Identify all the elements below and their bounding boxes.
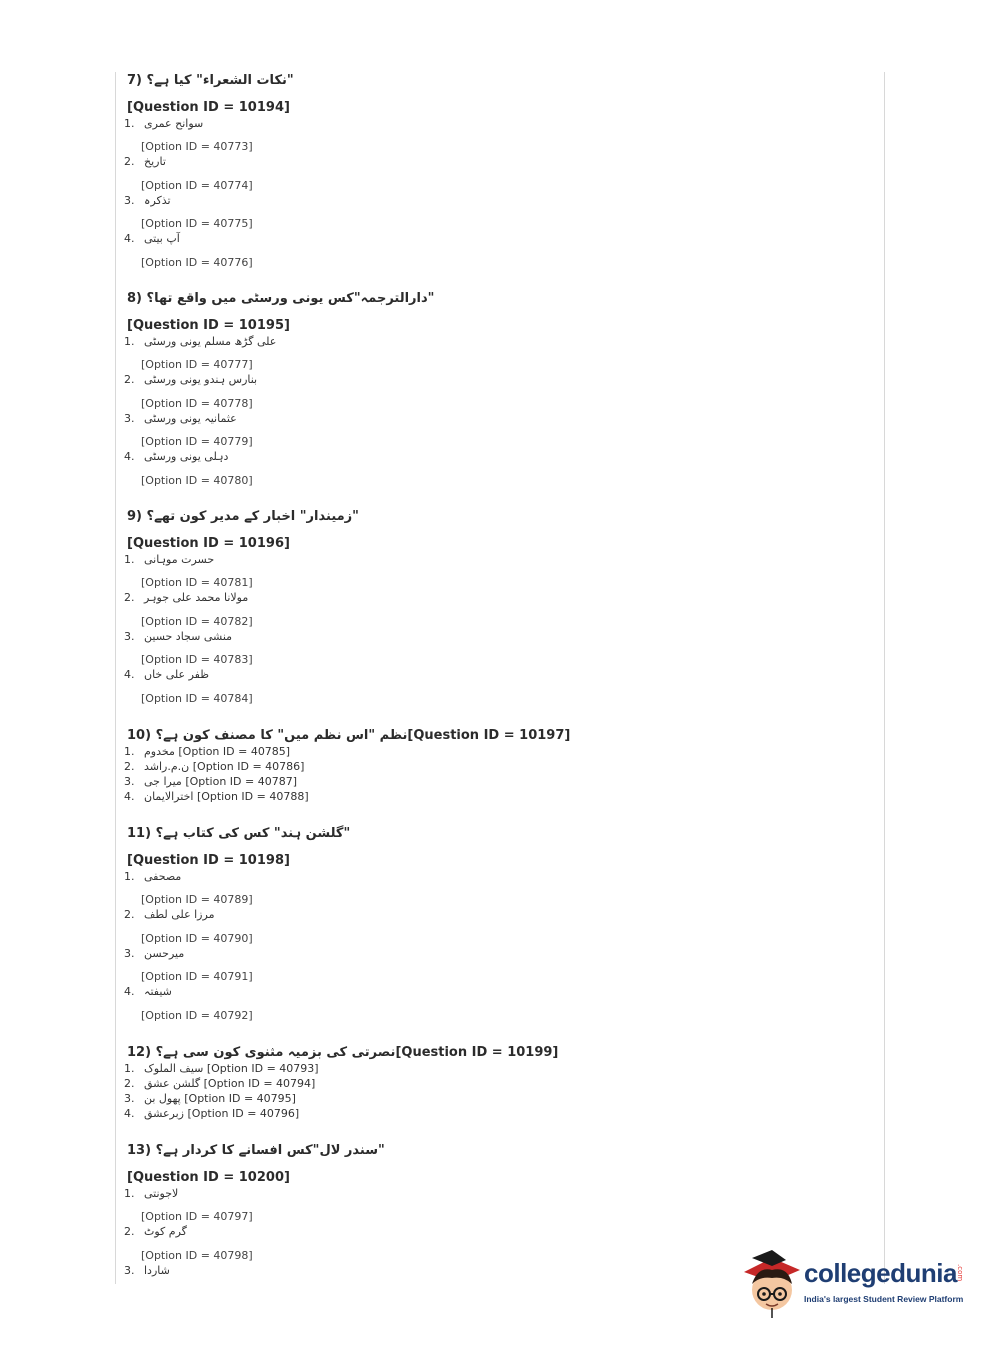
- question-id: [Question ID = 10200]: [127, 1170, 290, 1185]
- option-3: 3. عثمانیہ یونی ورسٹی: [124, 412, 237, 425]
- collegedunia-logo: [742, 1250, 972, 1318]
- brand-suffix: .com: [956, 1264, 964, 1282]
- option-3: 3. منشی سجاد حسین: [124, 630, 233, 643]
- option-id: [Option ID = 40781]: [141, 576, 253, 589]
- option-3: 3. تذکرہ: [124, 194, 171, 207]
- question-title: 8) "دارالترجمہ"کس یونی ورسٹی میں واقع تھا؟: [127, 291, 435, 306]
- option-2: 2. بنارس ہندو یونی ورسٹی: [124, 373, 258, 386]
- option-4: 4. ظفر علی خاں: [124, 668, 209, 681]
- option-2: 2. ن.م.راشد [Option ID = 40786]: [124, 760, 305, 773]
- option-id: [Option ID = 40776]: [141, 256, 253, 269]
- page-border-left: [115, 72, 116, 1284]
- option-4: 4. شیفتہ: [124, 985, 172, 998]
- question-id: [Question ID = 10195]: [127, 318, 290, 333]
- option-id: [Option ID = 40777]: [141, 358, 253, 371]
- option-4: 4. زبرعشق [Option ID = 40796]: [124, 1107, 300, 1120]
- page-border-right: [884, 72, 885, 1284]
- option-id: [Option ID = 40790]: [141, 932, 253, 945]
- option-id: [Option ID = 40797]: [141, 1210, 253, 1223]
- option-3: 3. میرا جی [Option ID = 40787]: [124, 775, 298, 788]
- question-title: 7) "نکات الشعراء" کیا ہے؟: [127, 73, 294, 88]
- option-1: 1. سیف الملوک [Option ID = 40793]: [124, 1062, 319, 1075]
- option-3: 3. میرحسن: [124, 947, 185, 960]
- option-id: [Option ID = 40784]: [141, 692, 253, 705]
- option-id: [Option ID = 40778]: [141, 397, 253, 410]
- question-title: 11) "گلشن ہند" کس کی کتاب ہے؟: [127, 826, 351, 841]
- question-id: [Question ID = 10198]: [127, 853, 290, 868]
- option-1: 1. لاجونتی: [124, 1187, 179, 1200]
- option-1: 1. مصحفی: [124, 870, 182, 883]
- mascot-icon: [742, 1250, 802, 1318]
- option-2: 2. مولانا محمد علی جوہر: [124, 591, 249, 604]
- option-2: 2. گلشن عشق [Option ID = 40794]: [124, 1077, 316, 1090]
- question-title: 13) "سندر لال"کس افسانے کا کردار ہے؟: [127, 1143, 385, 1158]
- question-id: [Question ID = 10196]: [127, 536, 290, 551]
- brand-tagline: India's largest Student Review Platform: [804, 1294, 964, 1304]
- option-id: [Option ID = 40774]: [141, 179, 253, 192]
- option-id: [Option ID = 40791]: [141, 970, 253, 983]
- option-3: 3. شاردا: [124, 1264, 170, 1277]
- option-4: 4. اخترالایمان [Option ID = 40788]: [124, 790, 309, 803]
- option-id: [Option ID = 40789]: [141, 893, 253, 906]
- option-id: [Option ID = 40775]: [141, 217, 253, 230]
- question-title: 10) نظم "اس نظم میں" کا مصنف کون ہے؟[Question ID = 10197]: [127, 728, 571, 743]
- option-1: 1. علی گڑھ مسلم یونی ورسٹی: [124, 335, 277, 348]
- option-id: [Option ID = 40779]: [141, 435, 253, 448]
- question-title: 9) "زمیندار" اخبار کے مدیر کون تھے؟: [127, 509, 359, 524]
- option-id: [Option ID = 40782]: [141, 615, 253, 628]
- option-2: 2. گرم کوٹ: [124, 1225, 187, 1238]
- option-4: 4. آپ بیتی: [124, 232, 180, 245]
- brand-name: collegedunia: [804, 1258, 957, 1288]
- option-1: 1. حسرت موہانی: [124, 553, 215, 566]
- option-id: [Option ID = 40783]: [141, 653, 253, 666]
- option-1: 1. سوانح عمری: [124, 117, 204, 130]
- option-3: 3. پھول بن [Option ID = 40795]: [124, 1092, 296, 1105]
- option-id: [Option ID = 40798]: [141, 1249, 253, 1262]
- option-4: 4. دہلی یونی ورسٹی: [124, 450, 229, 463]
- option-2: 2. تاریخ: [124, 155, 166, 168]
- option-id: [Option ID = 40780]: [141, 474, 253, 487]
- option-id: [Option ID = 40792]: [141, 1009, 253, 1022]
- option-1: 1. مخدوم [Option ID = 40785]: [124, 745, 291, 758]
- question-title: 12) نصرتی کی بزمیہ مثنوی کون سی ہے؟[Question ID = 10199]: [127, 1045, 559, 1060]
- question-id: [Question ID = 10194]: [127, 100, 290, 115]
- option-2: 2. مرزا علی لطف: [124, 908, 215, 921]
- option-id: [Option ID = 40773]: [141, 140, 253, 153]
